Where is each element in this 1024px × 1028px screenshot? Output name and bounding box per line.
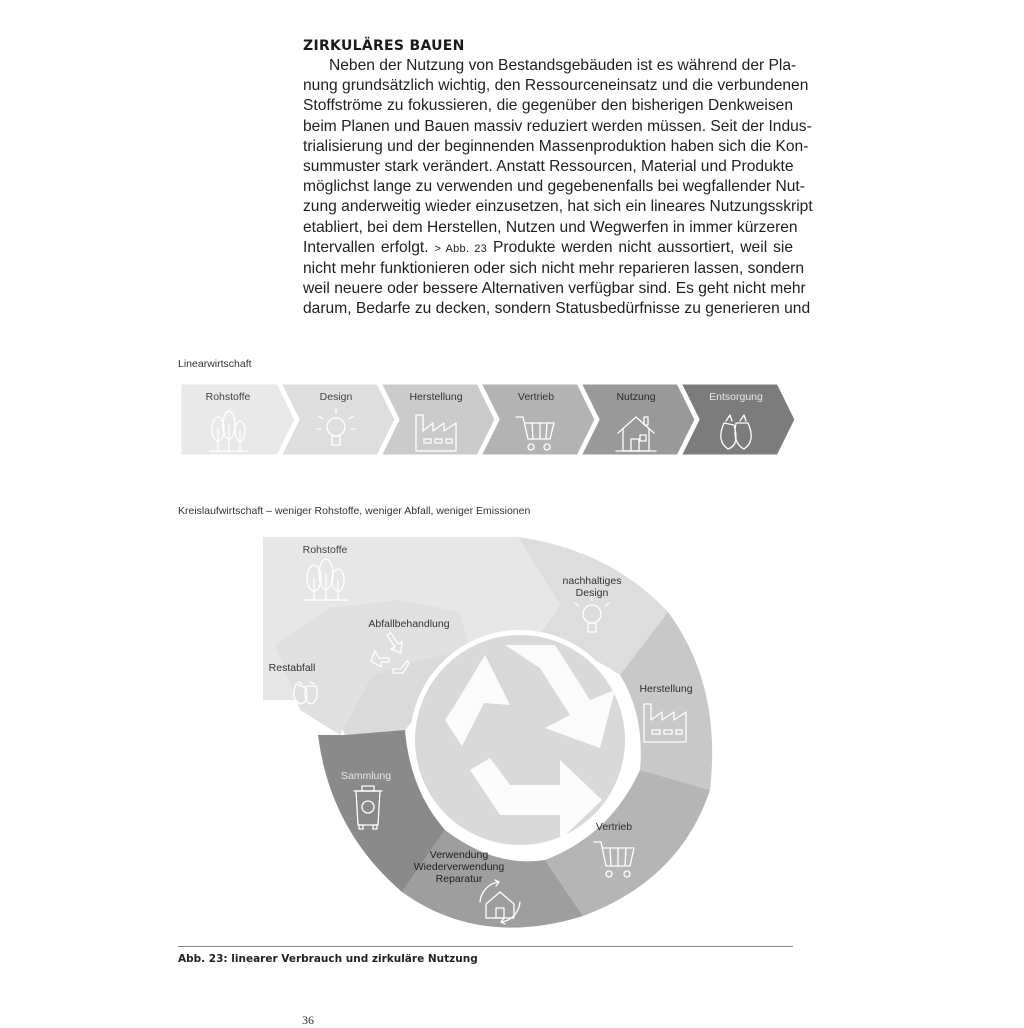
label-verwendung-line2: Wiederverwendung <box>413 861 505 873</box>
body-line-text: trialisierung und der beginnenden Massenproduktion haben sich die Kon- <box>303 137 809 155</box>
label-design-line1: nachhaltiges <box>562 575 622 587</box>
label-design-line2: Design <box>575 587 609 599</box>
body-line <box>303 157 793 177</box>
linear-step-label: Herstellung <box>409 391 463 403</box>
body-line-text: summuster stark verändert. Anstatt Ressourcen, Material und Produkte <box>303 158 794 176</box>
body-line <box>303 197 813 217</box>
body-line-text: darum, Bedarfe zu decken, sondern Statusbedürfnisse zu generieren und <box>303 300 811 318</box>
linear-step-label: Design <box>319 391 353 403</box>
body-line <box>303 56 797 76</box>
body-line-text: Neben der Nutzung von Bestandsgebäuden ist es während der Pla- <box>329 57 797 74</box>
body-line-text: beim Planen und Bauen massiv reduziert werden müssen. Seit der Indus- <box>303 117 812 135</box>
linear-step <box>180 383 296 456</box>
body-line-text: zung anderweitig wieder einzusetzen, hat sich ein lineares Nutzungsskript <box>303 198 813 216</box>
label-rohstoffe: Rohstoffe <box>302 544 348 556</box>
body-line-text: weil neuere oder bessere Alternativen verfügbar sind. Es geht nicht mehr <box>303 280 806 298</box>
circular-economy-diagram <box>0 520 1024 940</box>
body-line-text: etabliert, bei dem Herstellen, Nutzen und Wegwerfen in immer kürzeren <box>303 218 798 236</box>
linear-step <box>680 383 796 456</box>
linear-economy-diagram <box>0 380 1024 480</box>
page-number: 36 <box>302 1013 314 1027</box>
linear-economy-label: Linearwirtschaft <box>178 358 252 370</box>
body-line-text: nicht mehr funktionieren oder sich nicht mehr reparieren lassen, sondern <box>303 260 804 278</box>
body-line <box>303 259 804 279</box>
linear-step-label: Vertrieb <box>517 391 555 403</box>
linear-step-label: Nutzung <box>616 391 656 403</box>
body-paragraph <box>303 56 813 320</box>
body-line-text: nung grundsätzlich wichtig, den Ressourceneinsatz und die verbundenen <box>303 77 809 95</box>
body-line <box>303 238 793 259</box>
linear-step <box>580 383 696 456</box>
body-line <box>303 279 806 299</box>
body-line <box>303 76 809 96</box>
body-line-text: Intervallen erfolgt. <box>303 238 429 256</box>
figure-caption: Abb. 23: linearer Verbrauch und zirkuläre Nutzung <box>178 953 478 965</box>
linear-step-label: Rohstoffe <box>205 391 251 403</box>
label-verwendung-line1: Verwendung <box>429 849 489 861</box>
body-line <box>303 218 798 238</box>
body-line <box>303 137 809 157</box>
label-vertrieb: Vertrieb <box>595 821 633 833</box>
label-herstellung: Herstellung <box>639 683 693 695</box>
linear-step <box>380 383 496 456</box>
linear-step-label: Entsorgung <box>709 391 763 403</box>
body-line-text: Produkte werden nicht aussortiert, weil sie <box>493 238 793 256</box>
body-line <box>303 177 805 197</box>
label-verwendung-line3: Reparatur <box>435 873 483 885</box>
circular-economy-label: Kreislaufwirtschaft – weniger Rohstoffe, weniger Abfall, weniger Emissionen <box>178 505 531 517</box>
label-abfallbehandlung: Abfallbehandlung <box>368 618 450 630</box>
label-restabfall: Restabfall <box>268 662 316 674</box>
body-line <box>303 117 812 137</box>
label-sammlung: Sammlung <box>340 770 392 782</box>
body-line <box>303 96 793 116</box>
linear-step <box>480 383 596 456</box>
figure-reference: > Abb. 23 <box>434 242 488 255</box>
section-heading: ZIRKULÄRES BAUEN <box>303 38 465 54</box>
body-line-text: möglichst lange zu verwenden und gegebenenfalls bei wegfallender Nut- <box>303 178 805 196</box>
body-line-text: Stoffströme zu fokussieren, die gegenüber den bisherigen Denkweisen <box>303 97 793 115</box>
caption-rule <box>178 946 793 947</box>
linear-step <box>280 383 396 456</box>
body-line <box>303 299 811 319</box>
